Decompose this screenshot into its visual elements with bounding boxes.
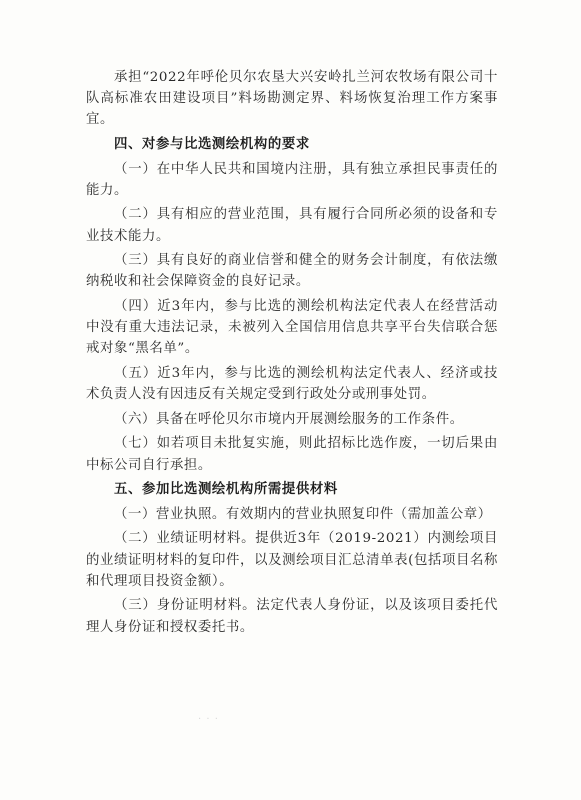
requirement-item-6: （六）具备在呼伦贝尔市境内开展测绘服务的工作条件。 [114, 411, 464, 427]
requirement-item-1: （一）在中华人民共和国境内注册，具有独立承担民事责任的能力。 [86, 161, 498, 198]
material-item-3: （三）身份证明材料。法定代表人身份证，以及该项目委托代理人身份证和授权委托书。 [86, 598, 498, 635]
material-item-2: （二）业绩证明材料。提供近3年（2019-2021）内测绘项目的业绩证明材料的复印件，以及测绘项目汇总清单表(包括项目名称和代理项目投资金额）。 [86, 531, 498, 589]
faint-bleed-through-mark: · · · [198, 714, 219, 725]
requirement-item-2: （二）具有相应的营业范围，具有履行合同所必须的设备和专业技术能力。 [86, 207, 498, 244]
requirement-item-3: （三）具有良好的商业信誉和健全的财务会计制度，有依法缴纳税收和社会保障资金的良好记录。 [86, 253, 498, 290]
section-heading-materials: 五、参加比选测绘机构所需提供材料 [114, 481, 338, 498]
material-item-1: （一）营业执照。有效期内的营业执照复印件（需加盖公章） [114, 506, 492, 522]
requirement-item-5: （五）近3年内，参与比选的测绘机构法定代表人、经济或技术负责人没有因违反有关规定受到行政处分或刑事处罚。 [86, 365, 498, 403]
section-heading-requirements: 四、对参与比选测绘机构的要求 [114, 136, 310, 152]
document-body [86, 67, 498, 638]
requirement-item-4: （四）近3年内，参与比选的测绘机构法定代表人在经营活动中没有重大违法记录，未被列入全国信用信息共享平台失信联合惩戒对象“黑名单”。 [86, 298, 498, 357]
paragraph-scope-continuation: 承担“2022年呼伦贝尔农垦大兴安岭扎兰河农牧场有限公司十队高标准农田建设项目”料场勘测定界、料场恢复治理工作方案事宜。 [86, 70, 498, 128]
requirement-item-7: （七）如若项目未批复实施，则此招标比选作废，一切后果由中标公司自行承担。 [86, 436, 498, 473]
